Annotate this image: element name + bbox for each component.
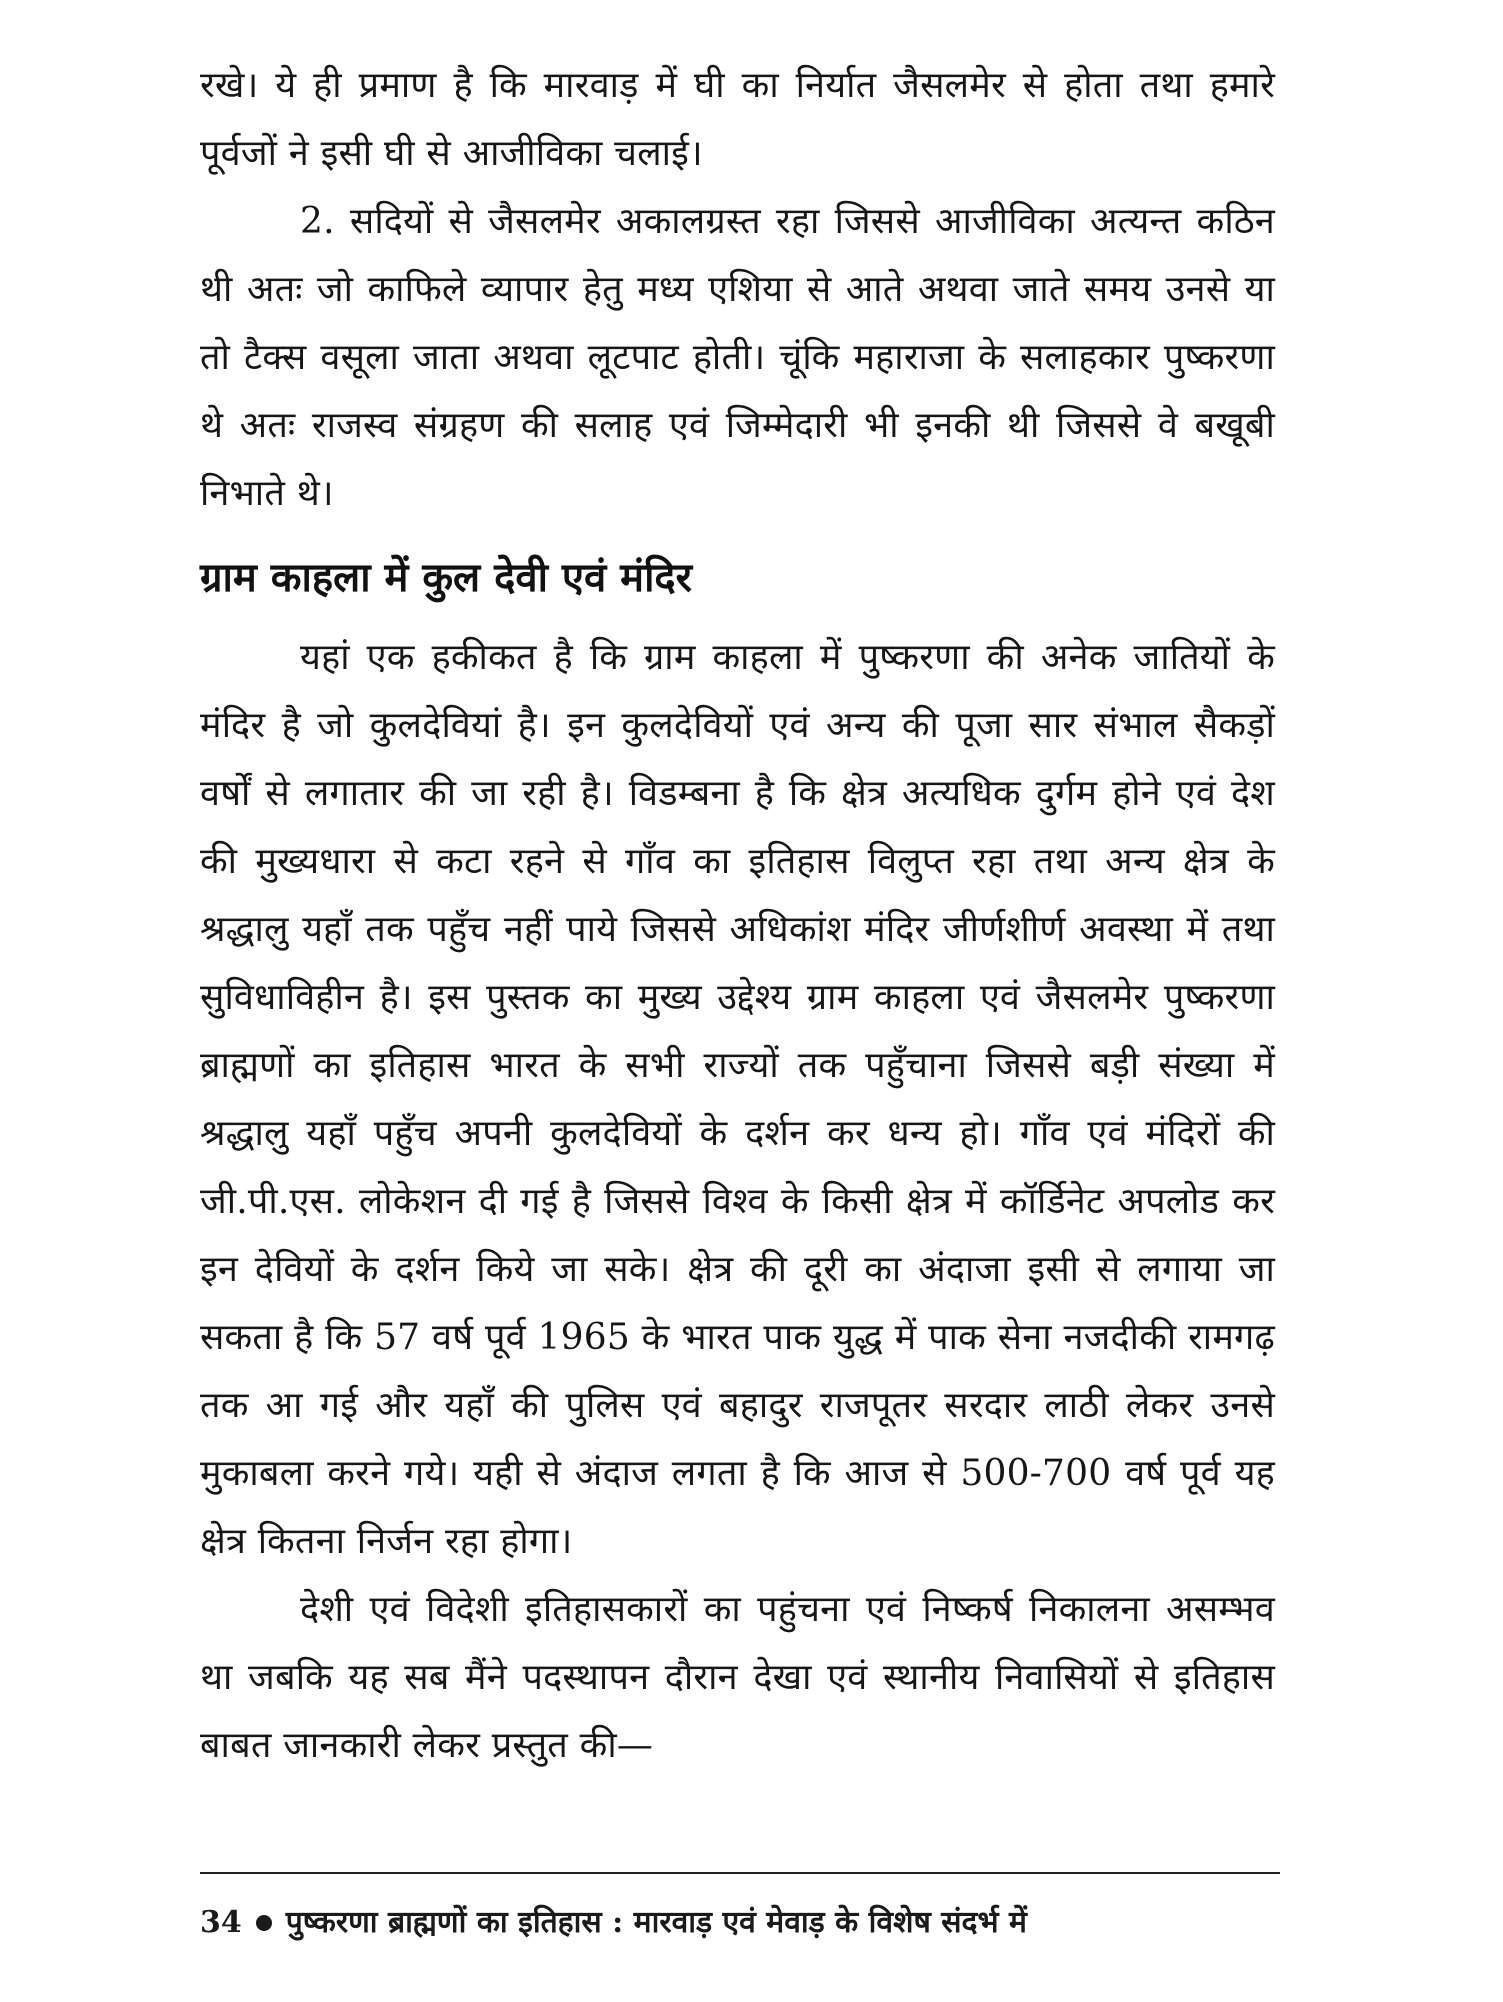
body-text (200, 52, 1275, 1780)
section-heading: ग्राम काहला में कुल देवी एवं मंदिर (200, 555, 693, 601)
footer-divider (200, 1872, 1280, 1874)
page-footer (200, 1898, 1280, 1948)
paragraph-continuation: रखे। ये ही प्रमाण है कि मारवाड़ में घी का निर्यात जैसलमेर से होता तथा हमारे पूर्वजों ने इसी घी से आजीविका चलाई। (200, 65, 1275, 174)
running-title: पुष्करणा ब्राह्मणों का इतिहास : मारवाड़ एवं मेवाड़ के विशेष संदर्भ में (285, 1905, 1027, 1940)
page-number: 34 (200, 1905, 242, 1940)
paragraph-historians: देशी एवं विदेशी इतिहासकारों का पहुंचना एवं निष्कर्ष निकालना असम्भव था जबकि यह सब मैंने पदस्थापन दौरान देखा एवं स्थानीय निवासियों से इतिहास बाबत जानकारी लेकर प्रस्तुत की— (200, 1589, 1275, 1766)
paragraph-temples: यहां एक हकीकत है कि ग्राम काहला में पुष्करणा की अनेक जातियों के मंदिर है जो कुलदेवियां है। इन कुलदेवियों एवं अन्य की पूजा सार संभाल सैकड़ों वर्षों से लगातार की जा रही है। विडम्बना है कि क्षेत्र अत्यधिक दुर्गम होने एवं देश की मुख्यधारा से कटा रहने से गाँव का इतिहास विलुप्त रहा तथा अन्य क्षेत्र के श्रद्धालु यहाँ तक पहुँच नहीं पाये जिससे अधिकांश मंदिर जीर्णशीर्ण अवस्था में तथा सुविधाविहीन है। इस पुस्तक का मुख्य उद्देश्य ग्राम काहला एवं जैसलमेर पुष्करणा ब्राह्मणों का इतिहास भारत के सभी राज्यों तक पहुँचाना जिससे बड़ी संख्या में श्रद्धालु यहाँ पहुँच अपनी कुलदेवियों के दर्शन कर धन्य हो। गाँव एवं मंदिरों की जी.पी.एस. लोकेशन दी गई है जिससे विश्व के किसी क्षेत्र में कॉर्डिनेट अपलोड कर इन देवियों के दर्शन किये जा सके। क्षेत्र की दूरी का अंदाजा इसी से लगाया जा सकता है कि 57 वर्ष पूर्व 1965 के भारत पाक युद्ध में पाक सेना नजदीकी रामगढ़ तक आ गई और यहाँ की पुलिस एवं बहादुर राजपूतर सरदार लाठी लेकर उनसे मुकाबला करने गये। यही से अंदाज लगता है कि आज से 500-700 वर्ष पूर्व यह क्षेत्र कितना निर्जन रहा होगा। (200, 637, 1275, 1562)
paragraph-point-2: 2. सदियों से जैसलमेर अकालग्रस्त रहा जिससे आजीविका अत्यन्त कठिन थी अतः जो काफिले व्यापार हेतु मध्य एशिया से आते अथवा जाते समय उनसे या तो टैक्स वसूला जाता अथवा लूटपाट होती। चूंकि महाराजा के सलाहकार पुष्करणा थे अतः राजस्व संग्रहण की सलाह एवं जिम्मेदारी भी इनकी थी जिससे वे बखूबी निभाते थे। (200, 201, 1275, 514)
bullet-icon (256, 1915, 272, 1931)
